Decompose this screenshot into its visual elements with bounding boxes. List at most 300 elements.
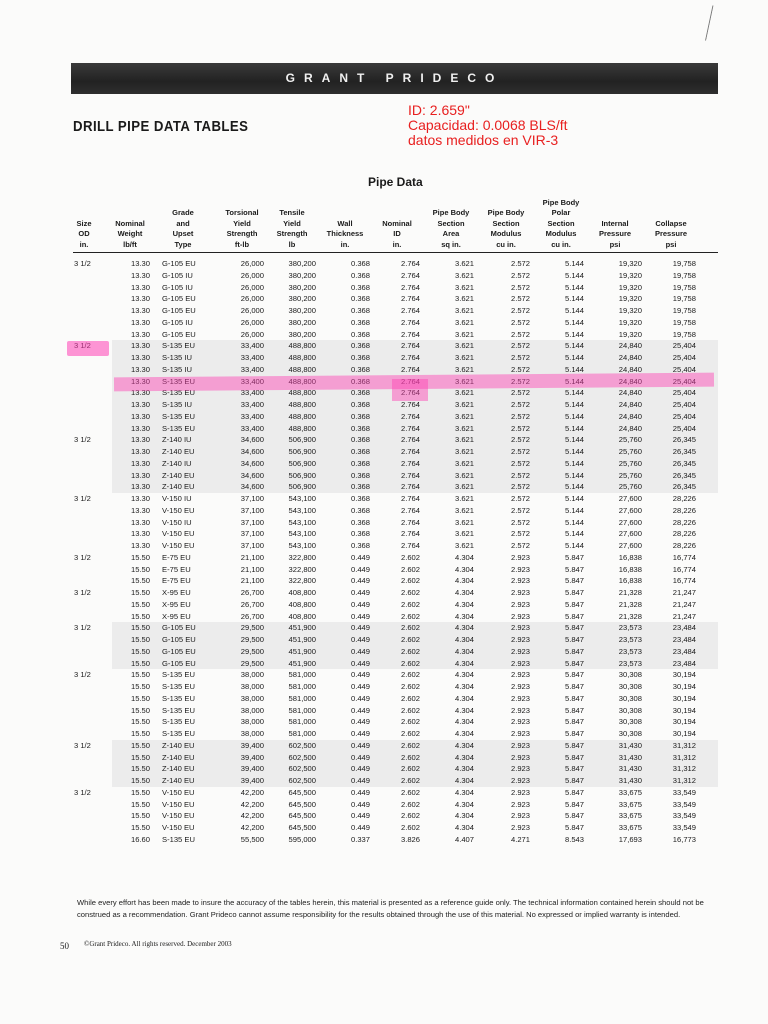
table-cell: 37,100 (240, 541, 264, 550)
table-cell: 31,312 (672, 740, 696, 750)
table-cell: 3.621 (454, 517, 474, 527)
table-cell: 2.602 (400, 599, 420, 609)
table-cell: 5.144 (564, 306, 584, 315)
table-cell: 0.449 (350, 693, 370, 703)
table-cell: 19,320 (618, 259, 642, 268)
table-cell: 3 1/2 (74, 623, 91, 633)
table-cell: 16,838 (618, 552, 642, 562)
table-cell: 34,600 (240, 458, 264, 468)
table-cell: 0.449 (350, 670, 370, 680)
table-cell: 408,800 (288, 611, 316, 621)
table-cell: 451,900 (288, 646, 316, 656)
table-cell: 5.144 (564, 458, 584, 468)
table-cell: 3.621 (454, 294, 474, 304)
table-cell: 2.764 (400, 270, 420, 280)
table-cell: 13.30 (130, 423, 150, 433)
table-cell: X-95 EU (162, 611, 191, 621)
table-cell: 30,194 (672, 729, 696, 738)
table-cell: X-95 EU (162, 588, 191, 597)
table-cell: 33,400 (240, 376, 264, 386)
table-cell: S-135 IU (162, 364, 192, 374)
table-row (0, 305, 768, 317)
table-row (0, 282, 768, 294)
table-cell: 2.602 (400, 611, 420, 621)
table-cell: 42,200 (240, 823, 264, 832)
table-cell: 2.923 (510, 693, 530, 703)
table-cell: 25,404 (672, 364, 696, 374)
table-cell: 2.923 (510, 740, 530, 750)
table-cell: 602,500 (288, 776, 316, 785)
table-cell: 19,758 (672, 306, 696, 315)
table-cell: 2.572 (510, 329, 530, 339)
table-cell: 27,600 (618, 505, 642, 515)
table-cell: 15.50 (130, 658, 150, 668)
table-cell: 25,404 (672, 388, 696, 398)
table-cell: S-135 EU (162, 411, 195, 421)
table-cell: 2.602 (400, 693, 420, 703)
table-cell: 322,800 (288, 552, 316, 562)
table-cell: 26,345 (672, 482, 696, 492)
table-row (0, 575, 768, 587)
table-cell: 4.304 (454, 635, 474, 644)
table-cell: 543,100 (288, 529, 316, 539)
table-cell: 3 1/2 (74, 552, 91, 562)
table-cell: Z-140 EU (162, 447, 195, 456)
header-divider (73, 252, 718, 253)
table-cell: 0.368 (350, 482, 370, 492)
table-cell: 25,760 (618, 482, 642, 492)
table-cell: 0.449 (350, 787, 370, 797)
table-cell: 24,840 (618, 388, 642, 398)
table-cell: 0.368 (350, 341, 370, 351)
table-cell: 2.923 (510, 658, 530, 668)
table-cell: 0.449 (350, 658, 370, 668)
table-cell: 21,328 (618, 588, 642, 597)
table-cell: 4.304 (454, 799, 474, 809)
table-cell: 42,200 (240, 799, 264, 809)
table-cell: 19,320 (618, 282, 642, 292)
table-cell: 25,404 (672, 423, 696, 433)
table-cell: 21,247 (672, 611, 696, 621)
table-cell: 5.847 (564, 588, 584, 597)
table-cell: 0.449 (350, 811, 370, 821)
table-cell: 0.368 (350, 294, 370, 304)
table-cell: 0.368 (350, 270, 370, 280)
table-cell: 30,194 (672, 670, 696, 680)
column-header: Torsional Yield Strength ft-lb (225, 208, 259, 249)
table-row (0, 517, 768, 529)
table-cell: 2.923 (510, 576, 530, 586)
table-cell: S-135 EU (162, 834, 195, 844)
table-cell: 38,000 (240, 705, 264, 715)
table-row (0, 552, 768, 564)
table-cell: 16,773 (672, 834, 696, 844)
table-cell: 488,800 (288, 411, 316, 421)
table-cell: 13.30 (130, 329, 150, 339)
table-cell: Z-140 EU (162, 776, 195, 785)
table-cell: 2.923 (510, 729, 530, 738)
table-cell: 2.923 (510, 552, 530, 562)
table-cell: 15.50 (130, 611, 150, 621)
table-cell: 0.368 (350, 435, 370, 445)
table-cell: 26,000 (240, 306, 264, 315)
column-header: Pipe Body Section Modulus cu in. (487, 208, 525, 249)
table-cell: S-135 EU (162, 423, 195, 433)
table-row (0, 564, 768, 576)
table-row (0, 646, 768, 658)
table-cell: 2.602 (400, 823, 420, 832)
table-cell: 543,100 (288, 541, 316, 550)
annotation-line: datos medidos en VIR-3 (408, 132, 559, 148)
table-cell: 2.572 (510, 423, 530, 433)
table-cell: 645,500 (288, 787, 316, 797)
table-cell: 5.847 (564, 729, 584, 738)
table-cell: 0.449 (350, 623, 370, 633)
table-cell: 19,758 (672, 317, 696, 327)
table-cell: 55,500 (240, 834, 264, 844)
table-cell: 31,430 (618, 752, 642, 762)
table-cell: 5.847 (564, 552, 584, 562)
table-cell: 5.847 (564, 717, 584, 727)
table-cell: 34,600 (240, 470, 264, 480)
table-cell: V-150 EU (162, 541, 195, 550)
table-cell: 0.368 (350, 282, 370, 292)
table-cell: 0.368 (350, 529, 370, 539)
table-cell: 2.602 (400, 776, 420, 785)
table-cell: 380,200 (288, 306, 316, 315)
table-cell: 595,000 (288, 834, 316, 844)
table-cell: 0.449 (350, 705, 370, 715)
table-cell: 3 1/2 (74, 435, 91, 445)
table-cell: 5.144 (564, 317, 584, 327)
table-cell: 16,838 (618, 576, 642, 586)
table-cell: 25,404 (672, 376, 696, 386)
table-cell: 25,760 (618, 470, 642, 480)
table-cell: 2.572 (510, 353, 530, 362)
table-cell: 2.572 (510, 470, 530, 480)
table-cell: 4.304 (454, 752, 474, 762)
table-cell: S-135 EU (162, 729, 195, 738)
table-cell: 5.144 (564, 364, 584, 374)
table-cell: 31,430 (618, 764, 642, 774)
table-cell: 488,800 (288, 353, 316, 362)
table-row (0, 293, 768, 305)
table-row (0, 329, 768, 341)
table-row (0, 799, 768, 811)
table-cell: 13.30 (130, 494, 150, 503)
table-cell: 0.368 (350, 376, 370, 386)
table-cell: 30,308 (618, 693, 642, 703)
table-cell: S-135 IU (162, 400, 192, 409)
table-row (0, 763, 768, 775)
table-cell: 0.368 (350, 541, 370, 550)
table-cell: 15.50 (130, 623, 150, 633)
table-cell: G-105 EU (162, 259, 196, 268)
table-cell: 4.304 (454, 623, 474, 633)
table-cell: 33,400 (240, 364, 264, 374)
table-cell: 33,549 (672, 811, 696, 821)
table-cell: 19,758 (672, 329, 696, 339)
table-cell: 506,900 (288, 482, 316, 492)
table-cell: 4.304 (454, 717, 474, 727)
table-cell: 322,800 (288, 576, 316, 586)
table-cell: V-150 EU (162, 505, 195, 515)
table-cell: 2.764 (400, 282, 420, 292)
table-cell: 34,600 (240, 447, 264, 456)
table-cell: 2.923 (510, 811, 530, 821)
table-cell: 15.50 (130, 811, 150, 821)
table-cell: 602,500 (288, 752, 316, 762)
table-cell: 2.764 (400, 494, 420, 503)
table-cell: 645,500 (288, 799, 316, 809)
table-cell: 27,600 (618, 517, 642, 527)
table-row (0, 716, 768, 728)
table-cell: 33,400 (240, 400, 264, 409)
table-cell: 13.30 (130, 505, 150, 515)
table-cell: 0.449 (350, 776, 370, 785)
table-cell: 33,400 (240, 353, 264, 362)
table-cell: 3 1/2 (74, 259, 91, 268)
table-cell: 2.764 (400, 400, 420, 409)
table-cell: 15.50 (130, 787, 150, 797)
table-cell: 0.449 (350, 635, 370, 644)
table-cell: 0.449 (350, 576, 370, 586)
table-cell: 21,100 (240, 552, 264, 562)
table-cell: 5.847 (564, 623, 584, 633)
table-cell: 30,308 (618, 670, 642, 680)
table-cell: 3.621 (454, 306, 474, 315)
table-cell: 3.621 (454, 317, 474, 327)
table-cell: 13.30 (130, 259, 150, 268)
table-cell: 5.847 (564, 764, 584, 774)
table-cell: G-105 EU (162, 294, 196, 304)
table-cell: 3.621 (454, 482, 474, 492)
table-cell: 30,194 (672, 682, 696, 691)
table-row (0, 587, 768, 599)
table-cell: 602,500 (288, 740, 316, 750)
table-cell: 3.621 (454, 494, 474, 503)
table-cell: Z-140 EU (162, 752, 195, 762)
table-cell: 2.923 (510, 776, 530, 785)
table-cell: 2.764 (400, 423, 420, 433)
table-cell: 581,000 (288, 682, 316, 691)
table-cell: 5.144 (564, 294, 584, 304)
table-cell: V-150 EU (162, 811, 195, 821)
table-cell: 5.847 (564, 776, 584, 785)
table-title: Pipe Data (368, 175, 423, 189)
table-cell: 26,000 (240, 329, 264, 339)
table-row (0, 434, 768, 446)
table-cell: 5.847 (564, 799, 584, 809)
table-row (0, 740, 768, 752)
table-cell: 21,328 (618, 611, 642, 621)
table-cell: 0.368 (350, 505, 370, 515)
table-cell: 5.847 (564, 599, 584, 609)
table-cell: 0.368 (350, 306, 370, 315)
table-cell: 15.50 (130, 717, 150, 727)
table-row (0, 611, 768, 623)
table-cell: 3.621 (454, 529, 474, 539)
table-cell: E-75 EU (162, 564, 191, 574)
table-cell: 0.368 (350, 458, 370, 468)
table-cell: 16,774 (672, 576, 696, 586)
table-cell: 23,573 (618, 623, 642, 633)
table-cell: 16.60 (130, 834, 150, 844)
table-cell: 581,000 (288, 670, 316, 680)
table-cell: 0.368 (350, 353, 370, 362)
table-cell: 0.368 (350, 423, 370, 433)
table-cell: 4.304 (454, 599, 474, 609)
table-cell: 26,345 (672, 458, 696, 468)
table-cell: 31,430 (618, 740, 642, 750)
table-cell: G-105 EU (162, 646, 196, 656)
table-cell: 5.847 (564, 658, 584, 668)
table-cell: 0.368 (350, 259, 370, 268)
table-cell: 3 1/2 (74, 670, 91, 680)
table-cell: 28,226 (672, 529, 696, 539)
table-cell: 0.368 (350, 470, 370, 480)
table-cell: 408,800 (288, 588, 316, 597)
table-cell: 13.30 (130, 282, 150, 292)
table-cell: 2.923 (510, 705, 530, 715)
table-cell: 5.847 (564, 564, 584, 574)
column-header: Internal Pressure psi (598, 218, 632, 249)
table-cell: 2.602 (400, 729, 420, 738)
table-cell: 39,400 (240, 752, 264, 762)
table-cell: 2.764 (400, 411, 420, 421)
table-cell: 13.30 (130, 470, 150, 480)
table-cell: 488,800 (288, 388, 316, 398)
table-cell: 29,500 (240, 623, 264, 633)
table-cell: 15.50 (130, 564, 150, 574)
table-cell: 2.572 (510, 270, 530, 280)
table-row (0, 258, 768, 270)
table-cell: 38,000 (240, 682, 264, 691)
table-cell: 37,100 (240, 494, 264, 503)
table-cell: 24,840 (618, 411, 642, 421)
table-cell: 488,800 (288, 376, 316, 386)
table-cell: 0.449 (350, 646, 370, 656)
table-cell: 30,194 (672, 717, 696, 727)
table-cell: 4.304 (454, 764, 474, 774)
table-cell: 30,194 (672, 693, 696, 703)
table-cell: 2.602 (400, 658, 420, 668)
table-cell: 5.144 (564, 329, 584, 339)
table-cell: 2.572 (510, 364, 530, 374)
table-cell: 33,400 (240, 388, 264, 398)
table-cell: 19,320 (618, 317, 642, 327)
table-cell: 0.449 (350, 564, 370, 574)
table-cell: 4.304 (454, 682, 474, 691)
table-cell: 2.923 (510, 670, 530, 680)
table-cell: 2.764 (400, 435, 420, 445)
table-cell: 29,500 (240, 646, 264, 656)
table-cell: 5.144 (564, 411, 584, 421)
table-row (0, 470, 768, 482)
table-cell: 5.144 (564, 341, 584, 351)
table-cell: 2.572 (510, 529, 530, 539)
table-cell: 3.826 (400, 834, 420, 844)
table-cell: 0.449 (350, 764, 370, 774)
table-cell: 4.304 (454, 811, 474, 821)
table-row (0, 705, 768, 717)
table-cell: 13.30 (130, 294, 150, 304)
column-header: Collapse Pressure psi (654, 218, 688, 249)
table-cell: 37,100 (240, 505, 264, 515)
table-cell: 25,404 (672, 400, 696, 409)
table-cell: 34,600 (240, 482, 264, 492)
table-cell: 2.764 (400, 376, 420, 386)
table-cell: 39,400 (240, 764, 264, 774)
table-cell: S-135 EU (162, 717, 195, 727)
table-cell: 28,226 (672, 517, 696, 527)
table-cell: 4.304 (454, 823, 474, 832)
table-cell: 5.144 (564, 494, 584, 503)
table-cell: 26,000 (240, 317, 264, 327)
table-cell: 0.449 (350, 729, 370, 738)
table-cell: 2.764 (400, 306, 420, 315)
table-row (0, 599, 768, 611)
table-cell: 4.304 (454, 787, 474, 797)
table-cell: G-105 EU (162, 306, 196, 315)
table-cell: 19,320 (618, 294, 642, 304)
table-cell: 2.602 (400, 623, 420, 633)
table-row (0, 340, 768, 352)
table-cell: 2.572 (510, 411, 530, 421)
table-cell: 506,900 (288, 458, 316, 468)
table-cell: 5.847 (564, 787, 584, 797)
table-cell: 645,500 (288, 811, 316, 821)
table-cell: V-150 EU (162, 823, 195, 832)
table-cell: 15.50 (130, 588, 150, 597)
table-cell: 25,404 (672, 341, 696, 351)
table-cell: 4.304 (454, 611, 474, 621)
table-cell: 0.449 (350, 682, 370, 691)
table-cell: 24,840 (618, 423, 642, 433)
table-cell: 5.847 (564, 740, 584, 750)
table-cell: 19,320 (618, 270, 642, 280)
table-cell: 2.923 (510, 635, 530, 644)
table-cell: Z-140 IU (162, 458, 192, 468)
table-cell: 5.144 (564, 376, 584, 386)
column-header: Size OD in. (76, 218, 92, 249)
table-cell: 4.304 (454, 564, 474, 574)
table-cell: 5.847 (564, 611, 584, 621)
table-cell: 21,100 (240, 576, 264, 586)
table-cell: 33,675 (618, 811, 642, 821)
table-cell: 488,800 (288, 341, 316, 351)
table-cell: 13.30 (130, 376, 150, 386)
table-cell: 15.50 (130, 752, 150, 762)
table-cell: 38,000 (240, 693, 264, 703)
table-cell: 2.923 (510, 611, 530, 621)
table-cell: 21,328 (618, 599, 642, 609)
table-cell: V-150 EU (162, 799, 195, 809)
table-cell: 2.602 (400, 799, 420, 809)
table-cell: 5.847 (564, 646, 584, 656)
table-cell: Z-140 EU (162, 470, 195, 480)
table-cell: 2.923 (510, 623, 530, 633)
table-cell: 5.847 (564, 705, 584, 715)
table-row (0, 728, 768, 740)
copyright-notice: ©Grant Prideco. All rights reserved. December 2003 (84, 940, 232, 948)
table-cell: 3.621 (454, 505, 474, 515)
table-cell: 15.50 (130, 599, 150, 609)
table-cell: 2.602 (400, 635, 420, 644)
table-cell: 2.764 (400, 458, 420, 468)
table-cell: 23,573 (618, 635, 642, 644)
table-cell: 21,100 (240, 564, 264, 574)
